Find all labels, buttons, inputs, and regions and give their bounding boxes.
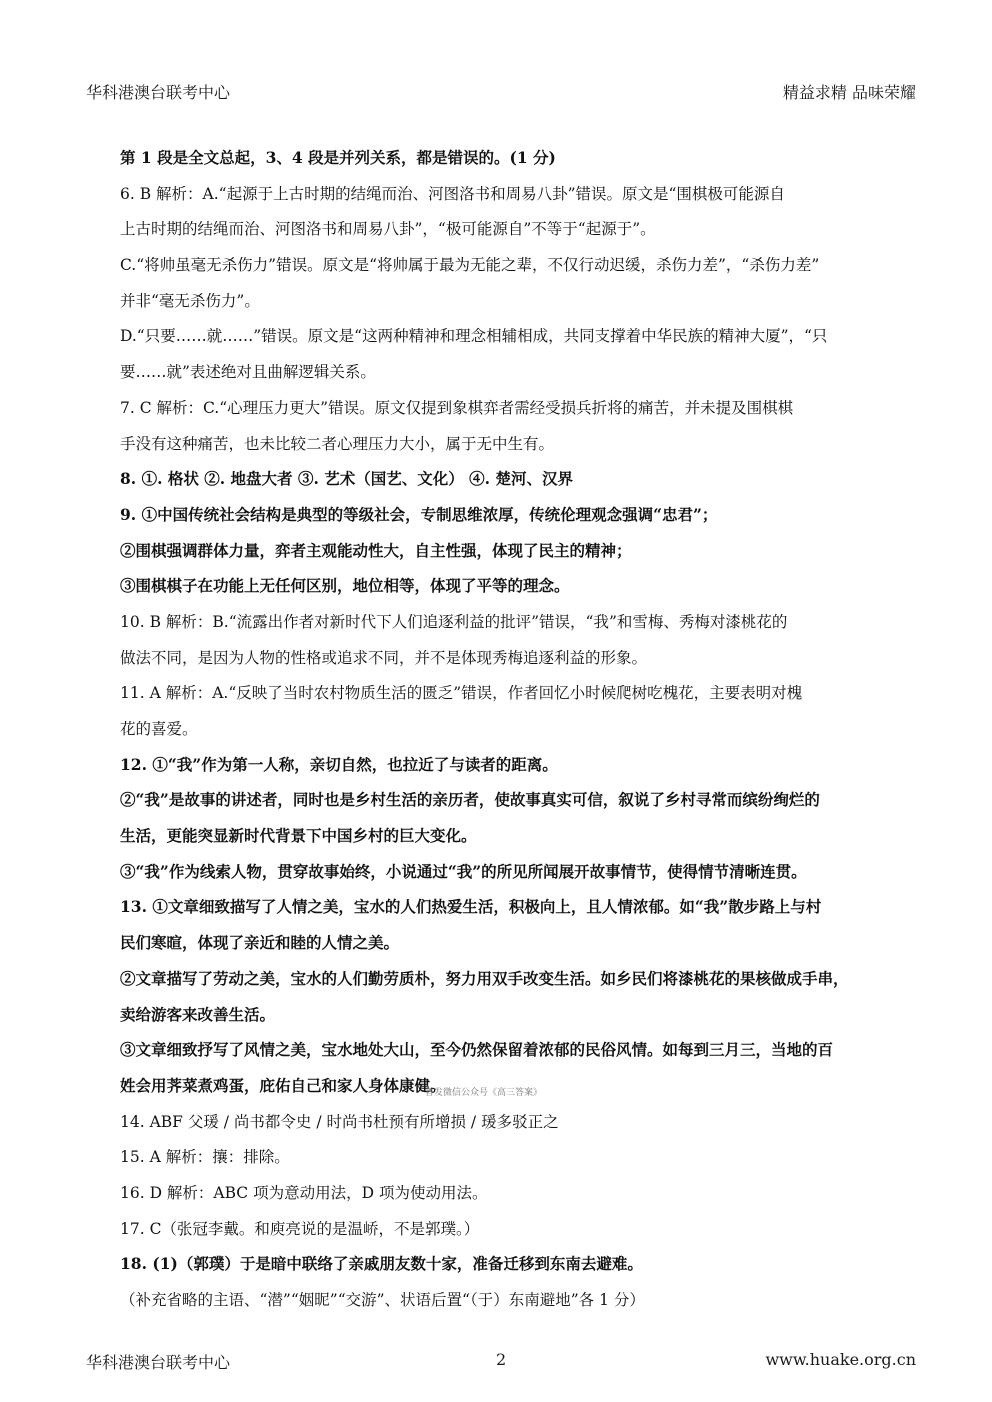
header-left-title: 华科港澳台联考中心 <box>86 83 231 102</box>
text-line: 花的喜爱。 <box>120 720 198 738</box>
text-line: 生活，更能突显新时代背景下中国乡村的巨大变化。 <box>120 826 477 846</box>
text-line: 11. A 解析：A.“反映了当时农村物质生活的匮乏”错误，作者回忆小时候爬树吃槐花，主要表明对槐 <box>120 684 803 703</box>
page-footer <box>86 1350 916 1372</box>
text-line: ②文章描写了劳动之美，宝水的人们勤劳质朴，努力用双手改变生活。如乡民们将漆桃花的果核做成手串， <box>120 968 849 988</box>
text-line: 并非“毫无杀伤力”。 <box>120 291 260 310</box>
text-line: 姓会用荠菜煮鸡蛋，庇佑自己和家人身体康健。 <box>120 1075 446 1095</box>
footer-left-title: 华科港澳台联考中心 <box>86 1353 231 1372</box>
text-line: C.“将帅虽毫无杀伤力”错误。原文是“将帅属于最为无能之辈，不仅行动迟缓，杀伤力差”，“杀伤力差” <box>120 256 820 275</box>
text-line: 9. ①中国传统社会结构是典型的等级社会，专制思维浓厚，传统伦理观念强调“忠君”； <box>120 504 718 524</box>
text-line: 8. ①. 格状 ②. 地盘大者 ③. 艺术（国艺、文化） ④. 楚河、汉界 <box>120 469 573 489</box>
text-line: ②“我”是故事的讲述者，同时也是乡村生活的亲历者，使故事真实可信，叙说了乡村寻常而缤纷绚烂的 <box>120 790 820 810</box>
text-line: 6. B 解析：A.“起源于上古时期的结绳而治、河图洛书和周易八卦”错误。原文是“围棋极可能源自 <box>120 184 785 203</box>
text-line: 卖给游客来改善生活。 <box>120 1004 276 1024</box>
text-line: 14. ABF 父瑗 / 尚书都令史 / 时尚书杜预有所增损 / 瑗多驳正之 <box>120 1112 559 1131</box>
text-line: 要……就”表述绝对且曲解逻辑关系。 <box>120 363 376 382</box>
text-line: 16. D 解析：ABC 项为意动用法，D 项为使动用法。 <box>120 1183 488 1202</box>
text-line: 第 1 段是全文总起，3、4 段是并列关系，都是错误的。(1 分) <box>120 148 556 167</box>
text-line: 13. ①文章细致描写了人情之美，宝水的人们热爱生活，积极向上，且人情浓郁。如“我”散步路上与村 <box>120 897 822 917</box>
text-line: 12. ①“我”作为第一人称，亲切自然，也拉近了与读者的距离。 <box>120 754 558 774</box>
header-right-slogan: 精益求精 品味荣耀 <box>782 83 916 102</box>
text-line: 18. (1)（郭璞）于是暗中联络了亲戚朋友数十家，准备迁移到东南去避难。 <box>120 1254 643 1274</box>
text-line: 17. C（张冠李戴。和庾亮说的是温峤，不是郭璞。） <box>120 1219 480 1238</box>
text-line: ③文章细致抒写了风情之美，宝水地处大山，至今仍然保留着浓郁的民俗风情。如每到三月三，当地的百 <box>120 1040 834 1060</box>
text-line: 做法不同，是因为人物的性格或追求不同，并不是体现秀梅追逐利益的形象。 <box>120 648 648 667</box>
watermark-text: 首发微信公众号《高三答案》 <box>425 1088 543 1098</box>
text-line: D.“只要……就……”错误。原文是“这两种精神和理念相辅相成，共同支撑着中华民族的精神大厦”，“只 <box>120 327 828 346</box>
text-line: 民们寒暄，体现了亲近和睦的人情之美。 <box>120 933 400 953</box>
text-line: 上古时期的结绳而治、河图洛书和周易八卦”，“极可能源自”不等于“起源于”。 <box>120 220 656 239</box>
footer-website: www.huake.org.cn <box>765 1350 916 1369</box>
text-line: 10. B 解析：B.“流露出作者对新时代下人们追逐利益的批评”错误，“我”和雪梅、秀梅对漆桃花的 <box>120 612 788 631</box>
text-line: ②围棋强调群体力量，弈者主观能动性大，自主性强，体现了民主的精神； <box>120 540 632 560</box>
text-line: 15. A 解析：攘：排除。 <box>120 1148 290 1167</box>
page-header <box>86 80 916 102</box>
text-line: 7. C 解析：C.“心理压力更大”错误。原文仅提到象棋弈者需经受损兵折将的痛苦，并未提及围棋棋 <box>120 398 794 417</box>
text-line: （补充省略的主语、“潜”“姻昵”“交游”、状语后置“（于）东南避地”各 1 分） <box>120 1291 645 1309</box>
text-line: ③围棋棋子在功能上无任何区别，地位相等，体现了平等的理念。 <box>120 576 570 596</box>
answer-content <box>120 146 886 1324</box>
page-number: 2 <box>496 1350 507 1369</box>
text-line: 手没有这种痛苦，也未比较二者心理压力大小，属于无中生有。 <box>120 434 555 453</box>
text-line: ③“我”作为线索人物，贯穿故事始终，小说通过“我”的所见所闻展开故事情节，使得情节清晰连贯。 <box>120 861 807 881</box>
